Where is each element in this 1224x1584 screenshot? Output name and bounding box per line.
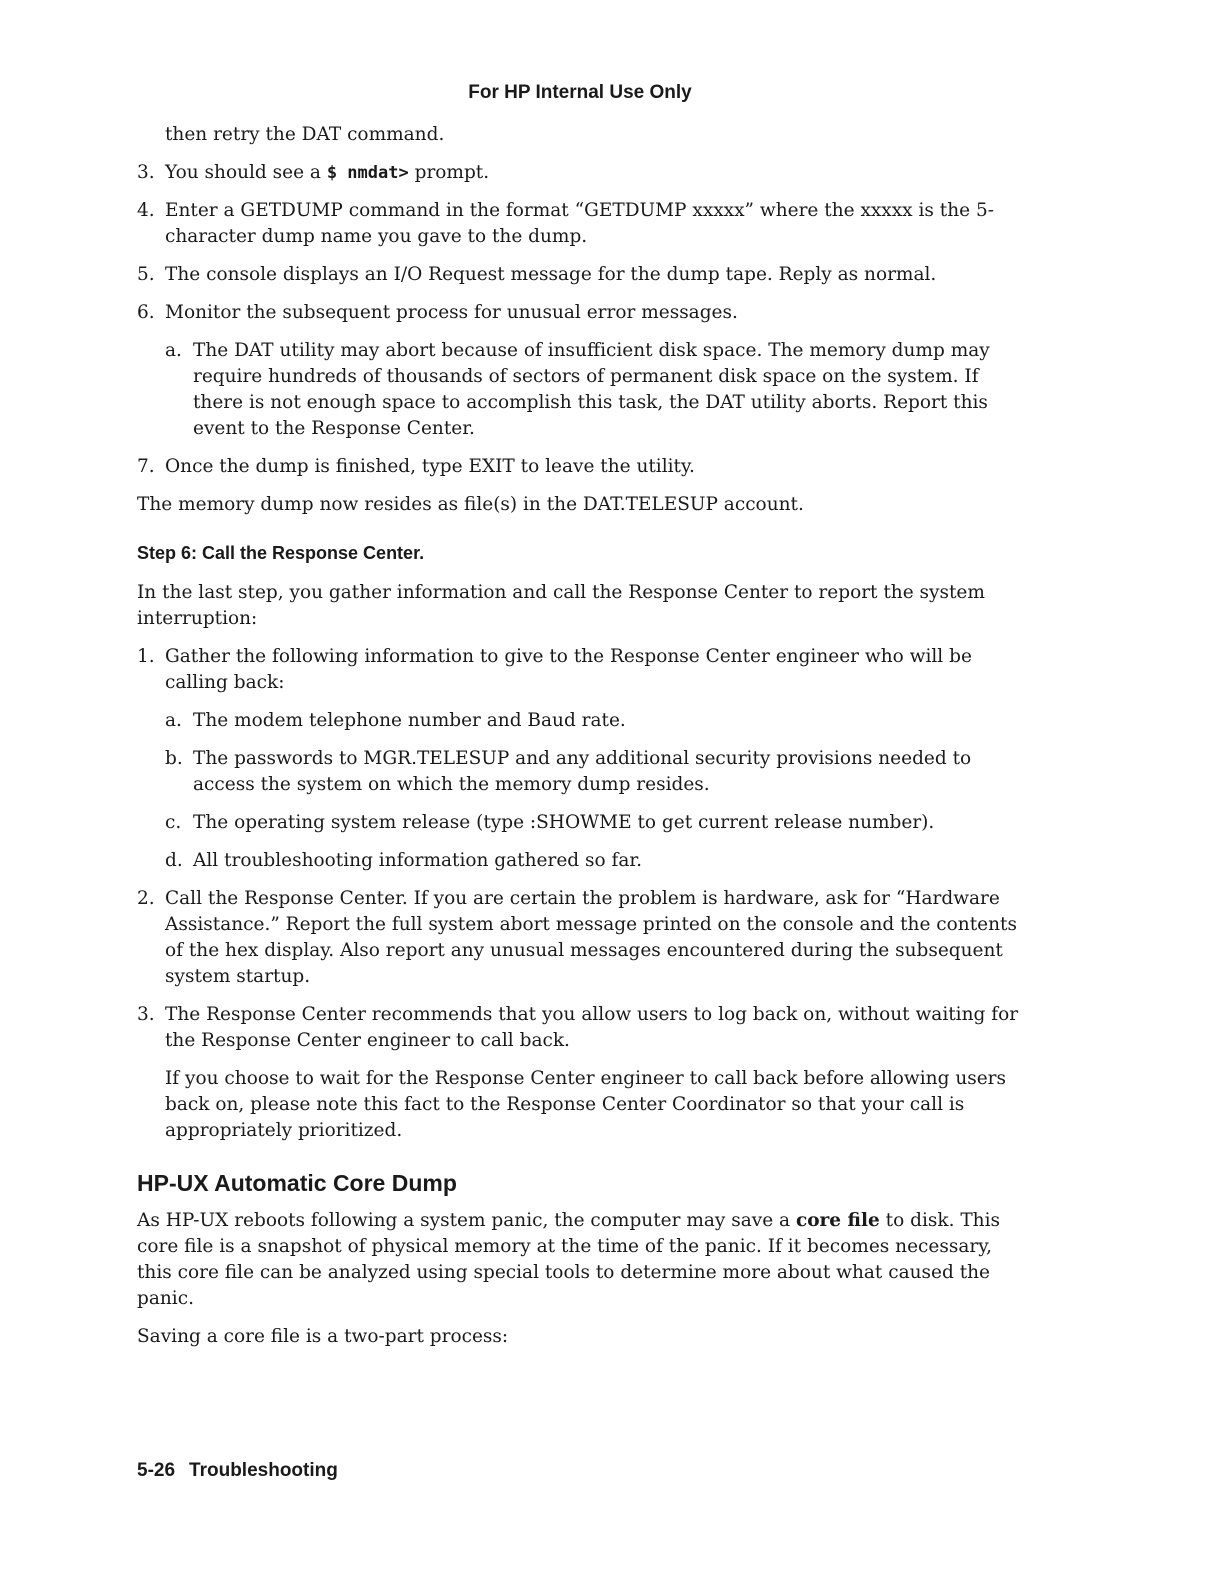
item-number: 3. (137, 1004, 155, 1025)
waiting-note: If you choose to wait for the Response Center engineer to call back before allowing users back on, please note this fact to the Response Center Coordinator so that your call is appropriately prioritized. (165, 1068, 1007, 1141)
item-number: 4. (137, 200, 155, 221)
sub-item-a (137, 708, 1029, 734)
step-6-heading: Step 6: Call the Response Center. (137, 543, 425, 563)
hpux-section-heading: HP-UX Automatic Core Dump (137, 1170, 457, 1196)
sub-item-a (137, 338, 1029, 442)
list-item-2 (137, 886, 1029, 990)
item-letter: a. (165, 340, 182, 361)
dump-location-paragraph: The memory dump now resides as file(s) in the DAT.TELESUP account. (137, 494, 804, 515)
page-footer (137, 1460, 338, 1482)
list-item-5 (137, 262, 1029, 288)
list-item-6 (137, 300, 1029, 326)
prompt-code: $ nmdat> (326, 163, 409, 183)
para-text-pre: As HP-UX reboots following a system panic, the computer may save a (137, 1210, 796, 1231)
item-text: Enter a GETDUMP command in the format “GETDUMP xxxxx” where the xxxxx is the 5-character dump name you gave to the dump. (165, 200, 994, 247)
item-text: The Response Center recommends that you allow users to log back on, without waiting for the Response Center engineer to call back. (165, 1004, 1019, 1051)
item-number: 2. (137, 888, 155, 909)
item-text-post: prompt. (408, 162, 490, 183)
item-letter: a. (165, 710, 182, 731)
page-number: 5-26 (137, 1460, 176, 1481)
item-text: The passwords to MGR.TELESUP and any additional security provisions needed to access the system on which the memory dump resides. (193, 748, 972, 795)
item-letter: b. (165, 748, 183, 769)
item-text: The DAT utility may abort because of insufficient disk space. The memory dump may require hundreds of thousands of sectors of permanent disk space on the system. If there is not enough space to accomplish this task, the DAT utility aborts. Report this event to the Response Center. (193, 340, 990, 439)
item-letter: d. (165, 850, 183, 871)
item-text: The console displays an I/O Request message for the dump tape. Reply as normal. (165, 264, 937, 285)
item-number: 6. (137, 302, 155, 323)
item-number: 3. (137, 162, 155, 183)
sub-item-c (137, 810, 1029, 836)
item-text: Call the Response Center. If you are certain the problem is hardware, ask for “Hardware Assistance.” Report the full system abort message printed on the console and the contents of the hex display. Also report any unusual messages encountered during the subsequent system startup. (165, 888, 1017, 987)
item-letter: c. (165, 812, 182, 833)
sub-item-b (137, 746, 1029, 798)
hpux-paragraph-1 (137, 1208, 1029, 1312)
item-number: 1. (137, 646, 155, 667)
item-text: The operating system release (type :SHOWME to get current release number). (193, 812, 935, 833)
item-text: Monitor the subsequent process for unusual error messages. (165, 302, 738, 323)
page-content (137, 122, 1029, 1362)
list-item-3 (137, 1002, 1029, 1054)
list-item-4 (137, 198, 1029, 250)
item-text: The modem telephone number and Baud rate. (193, 710, 626, 731)
list-item-7 (137, 454, 1029, 480)
list-item-1 (137, 644, 1029, 696)
step-6-intro: In the last step, you gather information and call the Response Center to report the system interruption: (137, 582, 985, 629)
item-number: 7. (137, 456, 155, 477)
page-header: For HP Internal Use Only (468, 82, 692, 103)
item-text: Gather the following information to give to the Response Center engineer who will be calling back: (165, 646, 972, 693)
list-item-3 (137, 160, 1029, 186)
hpux-paragraph-2: Saving a core file is a two-part process: (137, 1326, 509, 1347)
footer-section: Troubleshooting (189, 1460, 338, 1481)
item-text-pre: You should see a (165, 162, 327, 183)
para-text-post: to disk. This core file is a snapshot of physical memory at the time of the panic. If it becomes necessary, this core file can be analyzed using special tools to determine more about what caused the panic. (137, 1210, 1000, 1309)
core-file-term: core file (795, 1210, 880, 1231)
item-text: Once the dump is finished, type EXIT to leave the utility. (165, 456, 695, 477)
intro-continuation: then retry the DAT command. (165, 124, 445, 145)
item-text: All troubleshooting information gathered so far. (193, 850, 643, 871)
sub-item-d (137, 848, 1029, 874)
item-number: 5. (137, 264, 155, 285)
